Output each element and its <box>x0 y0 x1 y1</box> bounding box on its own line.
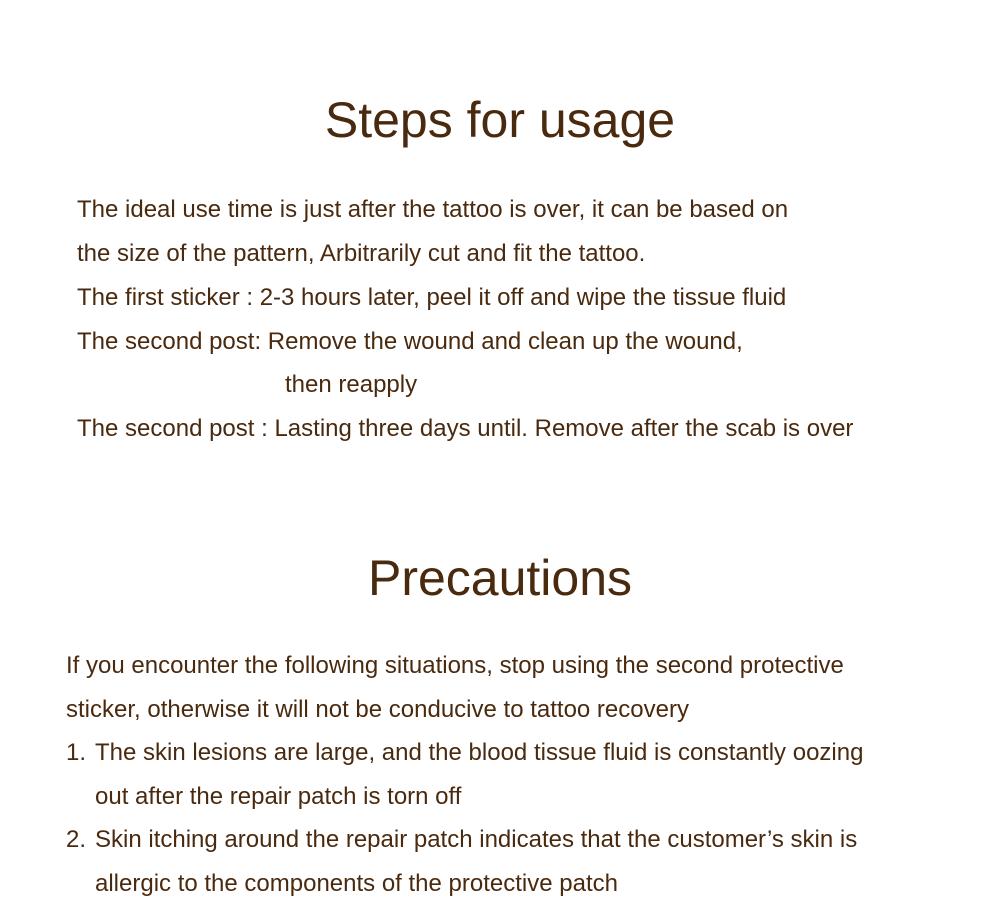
precaution-item-line: The skin lesions are large, and the blood tissue fluid is constantly oozing <box>95 739 864 766</box>
steps-line: the size of the pattern, Arbitrarily cut and fit the tattoo. <box>77 240 646 267</box>
precaution-item-line: out after the repair patch is torn off <box>95 783 462 810</box>
steps-line: then reapply <box>285 371 418 398</box>
steps-title: Steps for usage <box>324 92 676 148</box>
steps-line: The ideal use time is just after the tattoo is over, it can be based on <box>77 196 789 223</box>
precautions-intro-line: sticker, otherwise it will not be conducive to tattoo recovery <box>66 696 689 723</box>
precaution-item-line: Skin itching around the repair patch indicates that the customer’s skin is <box>95 826 858 853</box>
precaution-item-number: 2. <box>66 826 87 853</box>
steps-line: The first sticker : 2-3 hours later, peel it off and wipe the tissue fluid <box>77 284 787 311</box>
steps-line: The second post: Remove the wound and clean up the wound, <box>77 328 743 355</box>
precautions-title: Precautions <box>367 550 633 606</box>
precautions-intro-line: If you encounter the following situations, stop using the second protective <box>66 652 844 679</box>
precaution-item-number: 1. <box>66 739 87 766</box>
precaution-item-line: allergic to the components of the protective patch <box>95 870 618 897</box>
steps-line: The second post : Lasting three days until. Remove after the scab is over <box>77 415 854 442</box>
